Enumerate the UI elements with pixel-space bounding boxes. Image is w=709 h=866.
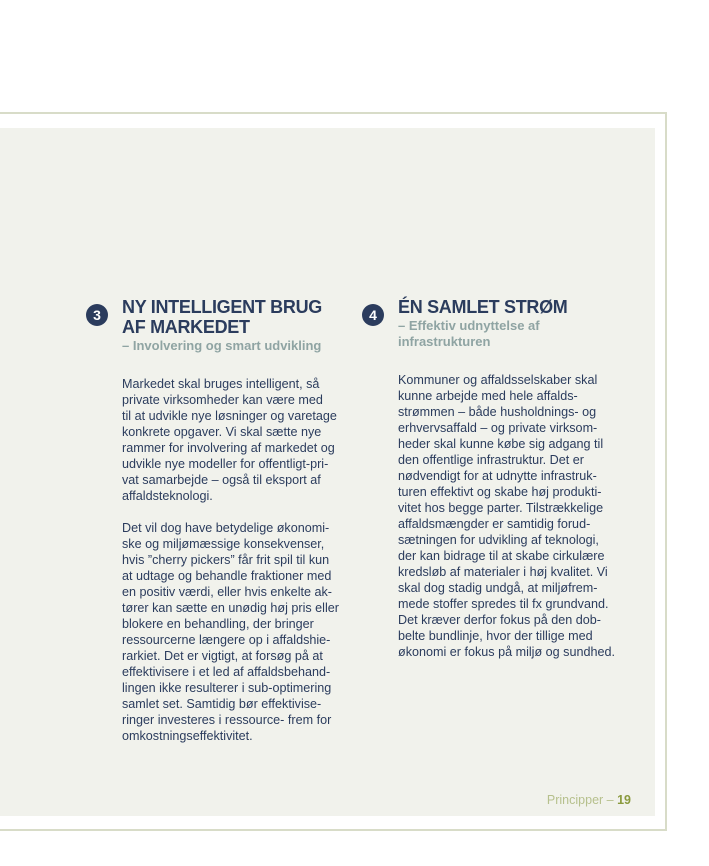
section-subtitle: – Involvering og smart udvikling — [122, 338, 322, 353]
page-number: 19 — [617, 793, 631, 807]
paragraph: Markedet skal bruges intelligent, så private virksomheder kan være med til at udvikle nye løsninger og varetage konkrete opgaver. Vi skal sætte nye rammer for involvering af markedet og udvikle nye modeller for offentligt-pri- vat samarbejde – også til eksport af affaldsteknologi. — [122, 377, 337, 503]
footer-section-label: Principper – — [546, 793, 614, 807]
section-title-line-2: AF MARKEDET — [122, 317, 250, 337]
paragraph: Kommuner og affaldsselskaber skal kunne arbejde med hele affalds- strømmen – både husholdnings- og erhvervsaffald – og private virksom- heder skal kunne købe sig adgang til den offentlige infrastruktur. Det er nødvendigt for at udnytte infrastruk- turen effektivt og skabe høj produkti- vitet hos begge parter. Tilstrækkelige affaldsmængder er samtidig forud- sætningen for udvikling af teknologi, der kan bidrage til at skabe cirkulære kredsløb af materialer i høj kvalitet. Vi skal dog stadig undgå, at miljøfrem- mede stoffer spredes til fx grundvand. Det kræver derfor fokus på den dob- belte bundlinje, hvor der tillige med økonomi er fokus på miljø og sundhed. — [398, 373, 615, 659]
section-number-badge: 3 — [86, 304, 108, 326]
section-subtitle-line-2: infrastrukturen — [398, 334, 491, 349]
page-footer — [547, 793, 631, 807]
section-title-line-1: NY INTELLIGENT BRUG — [122, 297, 322, 317]
section-number-badge: 4 — [362, 304, 384, 326]
section-heading — [398, 297, 634, 350]
section-body — [122, 376, 358, 744]
paragraph: Det vil dog have betydelige økonomi- ske og miljømæssige konsekvenser, hvis ”cherry pickers” får frit spil til kun at udtage og behandle fraktioner med en positiv værdi, eller hvis enkelte ak- tører kan sætte en unødig høj pris eller blokere en behandling, der bringer ressourcerne længere op i affaldshie- rarkiet. Det er vigtigt, at forsøg på at effektivisere i et led af affaldsbehand- lingen ikke resulterer i sub-optimering samlet set. Samtidig bør effektivise- ringer investeres i ressource- frem for omkostningseffektivitet. — [122, 521, 339, 743]
section-subtitle — [398, 318, 634, 350]
section-4 — [362, 297, 634, 660]
section-subtitle-line-1: – Effektiv udnyttelse af — [398, 318, 540, 333]
section-3 — [86, 297, 358, 744]
section-heading — [122, 297, 358, 354]
section-body — [398, 372, 634, 660]
section-title: ÉN SAMLET STRØM — [398, 297, 568, 317]
section-title — [122, 297, 358, 337]
